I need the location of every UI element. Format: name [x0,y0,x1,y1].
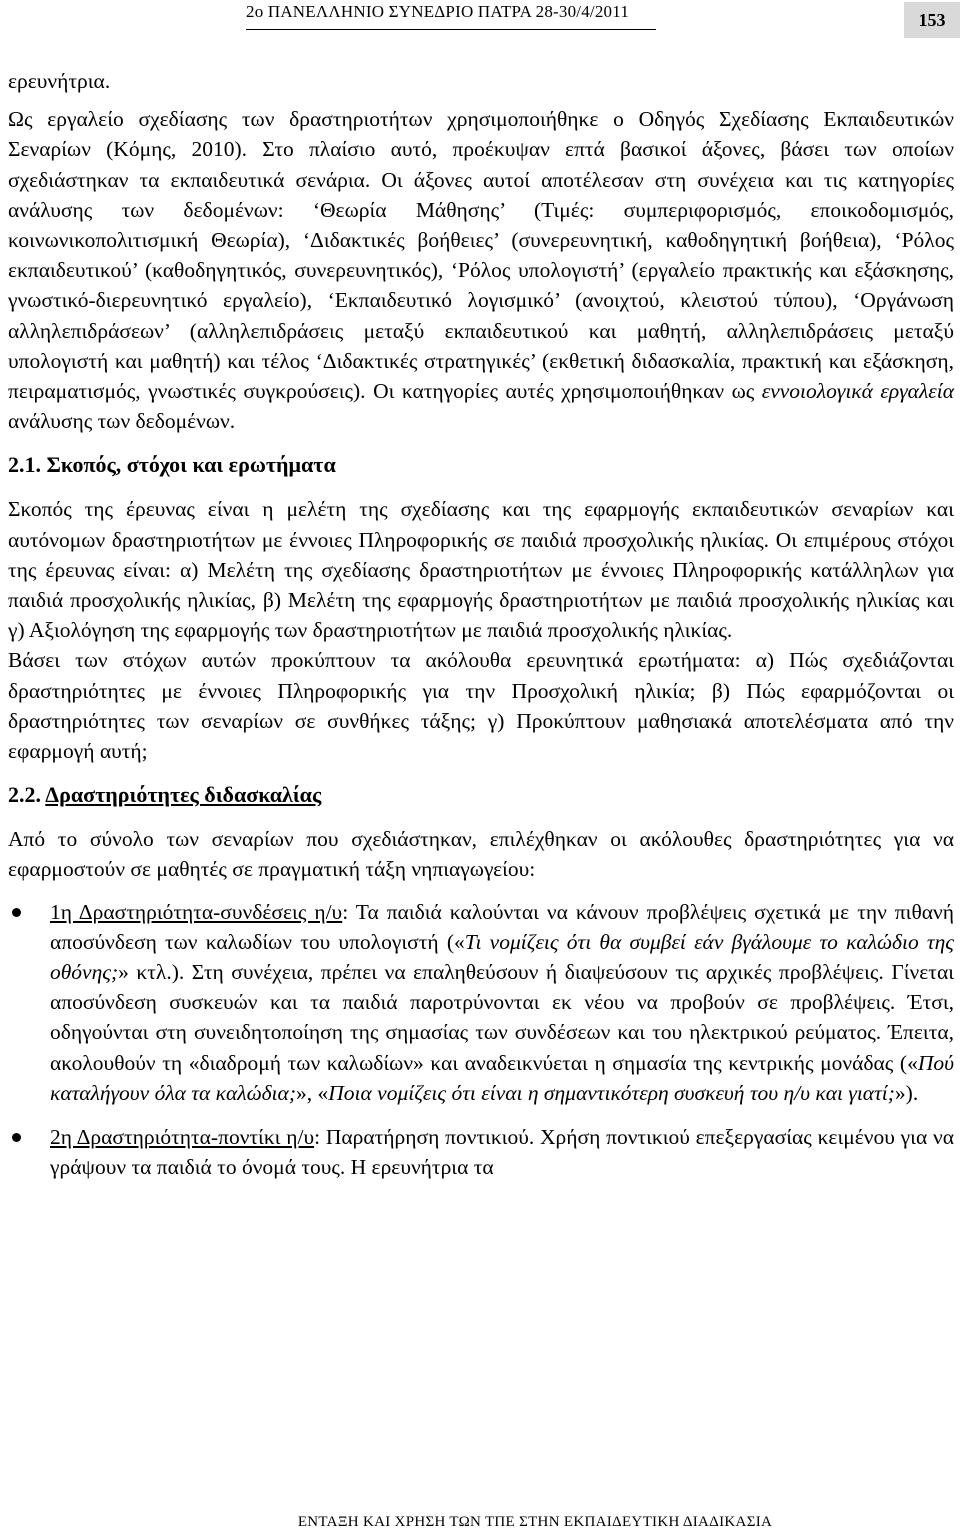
header-rule [246,29,656,30]
activity-1-part3: », « [295,1080,329,1105]
activity-1-quote3: Ποια νομίζεις ότι είναι η σημαντικότερη συσκευή του η/υ και γιατί; [328,1080,895,1105]
activity-2-title: 2η Δραστηριότητα-ποντίκι η/υ [50,1125,315,1150]
bullet-icon [12,1133,21,1142]
section-title: Δραστηριότητες διδασκαλίας [45,782,322,808]
paragraph-activities-intro: Από το σύνολο των σεναρίων που σχεδιάστηκαν, επιλέχθηκαν οι ακόλουθες δραστηριότητες για να εφαρμοστούν σε μαθητές σε πραγματική τάξη νηπιαγωγείου: [8,827,954,882]
section-heading-2-2 [8,780,954,810]
list-item [8,1122,954,1182]
activity-1-title: 1η Δραστηριότητα-συνδέσεις η/υ [50,899,343,924]
activity-1-part1: : Τα παιδιά καλούνται να κάνουν προβλέψεις σχετικά με την πιθανή αποσύνδεση των καλωδίων του υπολογιστή (« [50,899,954,954]
running-title: 2ο ΠΑΝΕΛΛΗΝΙΟ ΣΥΝΕΔΡΙΟ ΠΑΤΡΑ 28-30/4/2011 [246,2,630,21]
activity-1-part2: » κτλ.). Στη συνέχεια, πρέπει να επαληθεύσουν ή διαψεύσουν τις αρχικές προβλέψεις. Γίνεται αποσύνδεση συσκευών και τα παιδιά παροτρύνονται εκ νέου να προβούν σε προβλέψεις. Έτσι, οδηγούνται στη συνειδητοποίηση της σημασίας των συνδέσεων και του ηλεκτρικού ρεύματος. Έπειτα, ακολουθούν τη «διαδρομή των καλωδίων» και αναδεικνύεται η σημασία της κεντρικής μονάδας (« [50,960,954,1075]
activity-1-part4: »). [894,1080,919,1105]
activity-1-quote1: Τι νομίζεις ότι θα συμβεί εάν βγάλουμε το καλώδιο της οθόνης; [50,929,955,985]
page-body [8,66,954,1197]
paragraph-design-tool-end: ανάλυσης των δεδομένων. [8,409,236,434]
page-number-box [904,2,960,38]
activity-2-text [50,1122,954,1182]
activity-1-text [50,897,954,1108]
page-number: 153 [918,10,946,30]
paragraph-design-tool-text: Ως εργαλείο σχεδίασης των δραστηριοτήτων χρησιμοποιήθηκε ο Οδηγός Σχεδίασης Εκπαιδευτικών Σεναρίων (Κόμης, 2010). Στο πλαίσιο αυτό, προέκυψαν επτά βασικοί άξονες, βάσει των οποίων σχεδιάστηκαν τα εκπαιδευτικά σενάρια. Οι άξονες αυτοί αποτέλεσαν στη συνέχεια και τις κατηγορίες ανάλυσης των δεδομένων: ‘Θεωρία Μάθησης’ (Τιμές: συμπεριφορισμός, εποικοδομισμός, κοινωνικοπολιτισμική Θεωρία), ‘Διδακτικές βοήθειες’ (συνερευνητική, καθοδηγητική βοήθεια), ‘Ρόλος εκπαιδευτικού’ (καθοδηγητικός, συνερευνητικός), ‘Ρόλος υπολογιστή’ (εργαλείο πρακτικής και εξάσκησης, γνωστικό-διερευνητικό εργαλείο), ‘Εκπαιδευτικό λογισμικό’ (ανοιχτού, κλειστού τύπου), ‘Οργάνωση αλληλεπιδράσεων’ (αλληλεπιδράσεις μεταξύ εκπαιδευτικού και μαθητή, αλληλεπιδράσεις μεταξύ υπολογιστή και μαθητή) και τέλος ‘Διδακτικές στρατηγικές’ (εκθετική διδασκαλία, πρακτική και εξάσκηση, πειραματισμός, γνωστικές συγκρούσεις). Οι κατηγορίες αυτές χρησιμοποιήθηκαν ως [8,107,954,404]
activity-2-part1: : Παρατήρηση ποντικιού. Χρήση ποντικιού επεξεργασίας κειμένου για να γράψουν τα παιδιά το όνομά τους. Η ερευνήτρια τα [50,1125,954,1180]
paragraph-continuation: ερευνήτρια. [8,69,111,93]
bullet-icon [12,908,21,917]
list-item [8,897,954,1108]
section-number: 2.2. [8,782,46,808]
conceptual-tools-term: εννοιολογικά εργαλεία [761,379,954,404]
running-footer: ΕΝΤΑΞΗ ΚΑΙ ΧΡΗΣΗ ΤΩΝ ΤΠΕ ΣΤΗΝ ΕΚΠΑΙΔΕΥΤΙΚΗ ΔΙΑΔΙΚΑΣΙΑ [297,1514,773,1530]
paragraph-design-tool [8,104,954,436]
page-header [0,0,960,44]
activity-1-quote2: Πού καταλήγουν όλα τα καλώδια; [50,1050,954,1105]
paragraph-research-questions: Βάσει των στόχων αυτών προκύπτουν τα ακόλουθα ερευνητικά ερωτήματα: α) Πώς σχεδιάζονται δραστηριότητες με έννοιες Πληροφορικής για την Προσχολική ηλικία; β) Πώς εφαρμόζονται οι δραστηριότητες των σεναρίων σε συνθήκες τάξης; γ) Προκύπτουν μαθησιακά αποτελέσματα από την εφαρμογή αυτή; [8,648,954,764]
section-heading-2-1: 2.1. Σκοπός, στόχοι και ερωτήματα [8,452,336,478]
activities-list [8,897,954,1183]
paragraph-aims: Σκοπός της έρευνας είναι η μελέτη της σχεδίασης και της εφαρμογής εκπαιδευτικών σεναρίων και αυτόνομων δραστηριοτήτων με έννοιες Πληροφορικής σε παιδιά προσχολικής ηλικίας. Οι επιμέρους στόχοι της έρευνας είναι: α) Μελέτη της σχεδίασης δραστηριοτήτων με έννοιες Πληροφορικής κατάλληλων για παιδιά προσχολικής ηλικίας, β) Μελέτη της εφαρμογής δραστηριοτήτων με παιδιά προσχολικής ηλικίας και γ) Αξιολόγηση της εφαρμογής των δραστηριοτήτων με παιδιά προσχολικής ηλικίας. [8,497,954,643]
